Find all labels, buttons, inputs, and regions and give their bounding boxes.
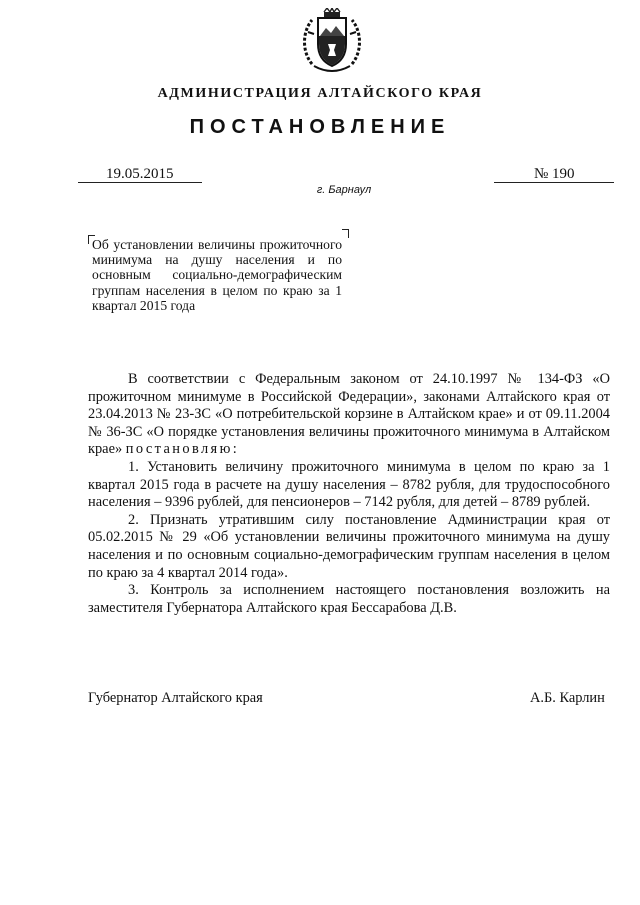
coat-of-arms-icon (298, 8, 366, 78)
number-underline (494, 182, 614, 183)
document-number: № 190 (534, 166, 575, 182)
document-date: 19.05.2015 (106, 166, 174, 182)
signatory-title: Губернатор Алтайского края (88, 690, 263, 706)
item-2-paragraph: 2. Признать утратившим силу постановление Администрации края от 05.02.2015 № 29 «Об установлении величины прожиточного минимума на душу населения и по основным социально-демографическим группам населения в целом по краю за 4 квартал 2014 года». (88, 511, 610, 581)
organization-name: АДМИНИСТРАЦИЯ АЛТАЙСКОГО КРАЯ (157, 86, 483, 101)
document-subject: Об установлении величины прожиточного минимума на душу населения и по основным социально-демографическим группам населения в целом по краю за 1 квартал 2015 года (92, 237, 342, 313)
document-type: ПОСТАНОВЛЕНИЕ (189, 116, 451, 138)
document-body (88, 371, 610, 617)
city-label: г. Барнаул (316, 184, 372, 196)
preamble-paragraph (88, 371, 610, 459)
subject-bracket-right (342, 229, 349, 238)
item-1-paragraph: 1. Установить величину прожиточного минимума в целом по краю за 1 квартал 2015 года в расчете на душу населения – 8782 рубля, для трудоспособного населения – 9396 рублей, для пенсионеров – 7142 рубля, для детей – 8789 рублей. (88, 458, 610, 511)
resolve-word: постановляю: (125, 441, 240, 458)
item-3-paragraph: 3. Контроль за исполнением настоящего постановления возложить на заместителя Губернатора Алтайского края Бессарабова Д.В. (88, 582, 610, 616)
date-underline (78, 182, 202, 183)
preamble-text: В соответствии с Федеральным законом от 24.10.1997 № 134-ФЗ «О прожиточном минимуме в Российской Федерации», законами Алтайского края от 23.04.2013 № 23-ЗС «О потребительской корзине в Алтайском крае» и от 09.11.2004 № 36-ЗС «О порядке установления величины прожиточного минимума в Алтайском крае» (88, 371, 610, 458)
signatory-name: А.Б. Карлин (530, 690, 605, 706)
